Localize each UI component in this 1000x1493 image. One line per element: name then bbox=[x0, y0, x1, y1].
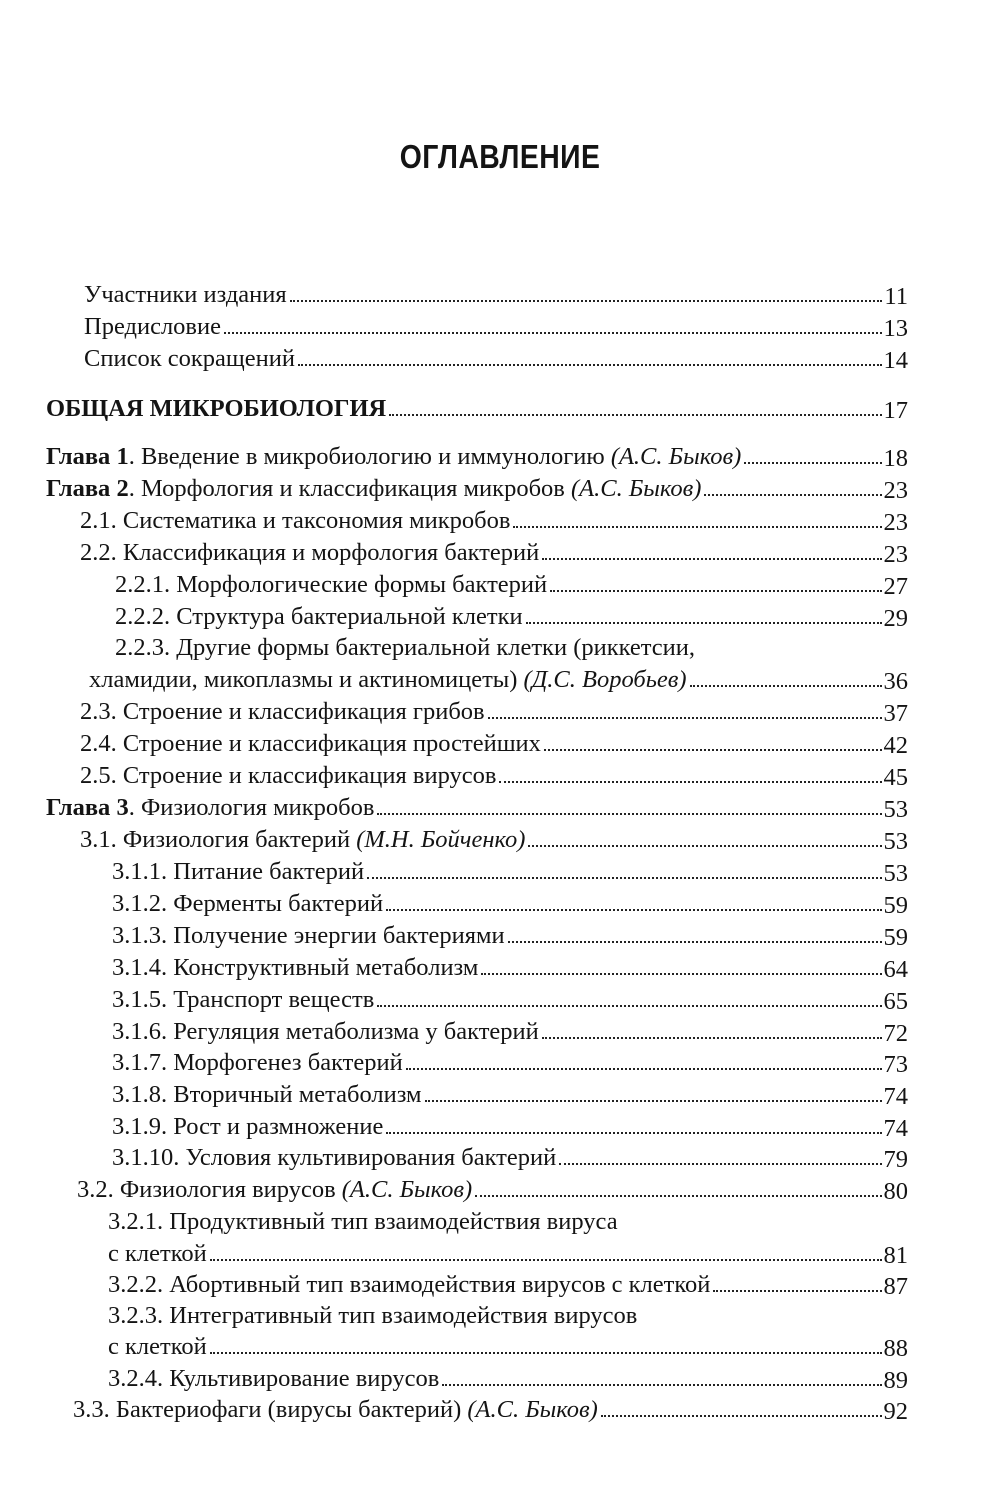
toc-subsection-entry bbox=[112, 1047, 908, 1079]
chapter-title: . Морфология и классификация микробов bbox=[128, 474, 565, 502]
toc-entry-label: 2.1. Систематика и таксономия микробов bbox=[80, 506, 511, 534]
toc-entry-label: с клеткой bbox=[108, 1332, 207, 1360]
toc-entry-label: 3.1.7. Морфогенез бактерий bbox=[112, 1048, 403, 1076]
toc-page-number: 53 bbox=[883, 859, 908, 887]
chapter-title: . Введение в микробиологию и иммунологию bbox=[128, 442, 605, 470]
entry-text: хламидии, микоплазмы и актиномицеты) bbox=[89, 665, 518, 693]
toc-section-entry bbox=[80, 505, 908, 537]
toc-leader bbox=[713, 1290, 881, 1292]
toc-subsection-entry bbox=[115, 601, 908, 633]
toc-leader bbox=[744, 462, 881, 464]
toc-entry bbox=[84, 343, 908, 375]
entry-text: 3.1. Физиология бактерий bbox=[80, 825, 351, 853]
toc-chapter-label bbox=[46, 793, 375, 825]
toc-page-number: 74 bbox=[883, 1082, 908, 1110]
toc-entry-label: 3.1.5. Транспорт веществ bbox=[112, 985, 375, 1013]
toc-entry-label: 3.1.9. Рост и размножение bbox=[112, 1112, 384, 1140]
toc-page-number: 23 bbox=[883, 476, 908, 504]
chapter-author: (А.С. Быков) bbox=[610, 442, 742, 470]
toc-entry-label: 2.2. Классификация и морфология бактерий bbox=[80, 538, 540, 566]
toc-leader bbox=[442, 1384, 881, 1386]
toc-entry-label: с клеткой bbox=[108, 1239, 207, 1267]
chapter-number: 2 bbox=[116, 474, 129, 502]
toc-page-number: 79 bbox=[883, 1145, 908, 1173]
toc-leader bbox=[290, 300, 883, 302]
toc-leader bbox=[210, 1259, 882, 1261]
toc-leader bbox=[542, 1037, 882, 1039]
toc-subsection-entry bbox=[115, 569, 908, 601]
toc-page-number: 72 bbox=[883, 1019, 908, 1047]
toc-leader bbox=[513, 526, 881, 528]
toc-leader bbox=[377, 1005, 881, 1007]
toc-leader bbox=[210, 1352, 882, 1354]
toc-page-number: 27 bbox=[883, 572, 908, 600]
toc-leader bbox=[499, 781, 881, 783]
toc-subsection-entry bbox=[112, 888, 908, 920]
toc-leader bbox=[481, 973, 881, 975]
toc-entry-label: 3.1.4. Конструктивный метаболизм bbox=[112, 953, 479, 981]
toc-leader bbox=[389, 414, 881, 416]
toc-entry-label: 2.2.3. Другие формы бактериальной клетки (риккетсии, bbox=[115, 633, 696, 661]
toc-entry-label: 2.2.2. Структура бактериальной клетки bbox=[115, 602, 523, 630]
entry-author: (М.Н. Бойченко) bbox=[356, 825, 526, 853]
toc-entry-label: 3.1.1. Питание бактерий bbox=[112, 857, 365, 885]
toc-entry-label: 2.3. Строение и классификация грибов bbox=[80, 697, 485, 725]
toc-page-number: 92 bbox=[883, 1397, 908, 1425]
chapter-number: 3 bbox=[116, 793, 129, 821]
toc-entry-label bbox=[77, 1175, 473, 1207]
toc-entry-label: Участники издания bbox=[84, 280, 287, 308]
toc-entry-label: 3.2.3. Интегративный тип взаимодействия вирусов bbox=[108, 1301, 638, 1329]
toc-entry-label: Список сокращений bbox=[84, 344, 295, 372]
toc-subsection-entry-line1 bbox=[108, 1206, 908, 1238]
toc-subsection-entry-line2 bbox=[108, 1238, 908, 1270]
toc-page-number: 88 bbox=[883, 1334, 908, 1362]
toc-section-entry bbox=[80, 824, 908, 856]
toc-leader bbox=[488, 717, 882, 719]
toc-leader bbox=[475, 1195, 881, 1197]
toc-leader bbox=[298, 364, 882, 366]
toc-entry-label bbox=[73, 1395, 598, 1427]
chapter-prefix: Глава bbox=[46, 793, 111, 821]
toc-leader bbox=[425, 1100, 882, 1102]
toc-section-entry bbox=[77, 1174, 908, 1206]
toc-entry-label: Предисловие bbox=[84, 312, 221, 340]
toc-page-number: 81 bbox=[883, 1241, 908, 1269]
chapter-number: 1 bbox=[116, 442, 129, 470]
toc-chapter-label bbox=[46, 474, 702, 506]
toc-section-entry bbox=[80, 696, 908, 728]
toc-page-number: 29 bbox=[883, 604, 908, 632]
toc-entry bbox=[84, 311, 908, 343]
toc-page-number: 65 bbox=[883, 987, 908, 1015]
toc-leader bbox=[224, 332, 882, 334]
toc-leader bbox=[386, 1132, 881, 1134]
toc-page-number: 37 bbox=[883, 699, 908, 727]
toc-page-number: 59 bbox=[883, 923, 908, 951]
toc-page-number: 23 bbox=[883, 540, 908, 568]
chapter-prefix: Глава bbox=[46, 442, 111, 470]
toc-entry-label: 3.1.2. Ферменты бактерий bbox=[112, 889, 384, 917]
chapter-author: (А.С. Быков) bbox=[570, 474, 702, 502]
part-title: ОБЩАЯ МИКРОБИОЛОГИЯ bbox=[46, 394, 387, 422]
toc-subsection-entry bbox=[112, 856, 908, 888]
toc-page-number: 73 bbox=[883, 1050, 908, 1078]
toc-page-number: 59 bbox=[883, 891, 908, 919]
toc-subsection-entry bbox=[108, 1363, 908, 1395]
toc-page-number: 64 bbox=[883, 955, 908, 983]
toc-subsection-entry bbox=[108, 1269, 908, 1301]
toc-entry-label: 3.1.8. Вторичный метаболизм bbox=[112, 1080, 422, 1108]
toc-entry-label: 3.1.6. Регуляция метаболизма у бактерий bbox=[112, 1017, 539, 1045]
toc-page-number: 80 bbox=[883, 1177, 908, 1205]
toc-page-number: 18 bbox=[883, 444, 908, 472]
toc-entry-label: 3.2.2. Абортивный тип взаимодействия вирусов с клеткой bbox=[108, 1270, 711, 1298]
toc-page-number: 17 bbox=[883, 396, 908, 424]
toc-section-entry bbox=[80, 760, 908, 792]
toc-subsection-entry bbox=[112, 984, 908, 1016]
toc-section-entry bbox=[73, 1394, 908, 1426]
entry-author: (А.С. Быков) bbox=[341, 1175, 473, 1203]
toc-chapter-entry bbox=[46, 441, 908, 473]
toc-chapter-entry bbox=[46, 473, 908, 505]
entry-author: (А.С. Быков) bbox=[467, 1395, 598, 1423]
toc-leader bbox=[601, 1415, 882, 1417]
toc-subsection-entry bbox=[112, 1111, 908, 1143]
toc-entry-label: 3.1.3. Получение энергии бактериями bbox=[112, 921, 505, 949]
toc-leader bbox=[386, 909, 881, 911]
toc-entry-label bbox=[80, 825, 526, 857]
toc-leader bbox=[544, 749, 882, 751]
chapter-title: . Физиология микробов bbox=[128, 793, 375, 821]
toc-subsection-entry-line2 bbox=[89, 664, 908, 696]
entry-author: (Д.С. Воробьев) bbox=[523, 665, 687, 693]
toc-entry-label: 3.2.1. Продуктивный тип взаимодействия вируса bbox=[108, 1207, 618, 1235]
toc-part-entry bbox=[46, 393, 908, 425]
toc-subsection-entry bbox=[112, 1016, 908, 1048]
toc-page-number: 11 bbox=[884, 282, 908, 310]
toc-subsection-entry bbox=[112, 1142, 908, 1174]
toc-page-number: 53 bbox=[883, 795, 908, 823]
toc-leader bbox=[550, 590, 881, 592]
toc-subsection-entry bbox=[112, 952, 908, 984]
toc-page-number: 89 bbox=[883, 1366, 908, 1394]
toc-leader bbox=[542, 558, 881, 560]
toc-subsection-entry bbox=[112, 1079, 908, 1111]
toc-leader bbox=[528, 845, 881, 847]
entry-text: 3.2. Физиология вирусов bbox=[77, 1175, 336, 1203]
toc-page-number: 45 bbox=[883, 763, 908, 791]
toc-part-label bbox=[46, 394, 387, 426]
toc-page-number: 87 bbox=[883, 1272, 908, 1300]
toc-section-entry bbox=[80, 537, 908, 569]
toc-page-number: 53 bbox=[883, 827, 908, 855]
toc-entry-label bbox=[89, 665, 687, 697]
toc-page-number: 74 bbox=[883, 1114, 908, 1142]
toc-entry-label: 3.2.4. Культивирование вирусов bbox=[108, 1364, 440, 1392]
toc-leader bbox=[704, 494, 881, 496]
page-title: ОГЛАВЛЕНИЕ bbox=[399, 138, 601, 175]
toc-leader bbox=[367, 877, 881, 879]
toc-subsection-entry-line1 bbox=[108, 1300, 908, 1332]
toc-leader bbox=[377, 813, 881, 815]
toc-page-number: 23 bbox=[883, 508, 908, 536]
entry-text: 3.3. Бактериофаги (вирусы бактерий) bbox=[73, 1395, 462, 1423]
toc-leader bbox=[526, 622, 882, 624]
toc-chapter-label bbox=[46, 442, 742, 474]
toc-entry-label: 2.2.1. Морфологические формы бактерий bbox=[115, 570, 548, 598]
toc-subsection-entry-line1 bbox=[115, 632, 908, 664]
toc-entry bbox=[84, 279, 908, 311]
toc-page-number: 14 bbox=[883, 346, 908, 374]
toc-entry-label: 3.1.10. Условия культивирования бактерий bbox=[112, 1143, 557, 1171]
toc-chapter-entry bbox=[46, 792, 908, 824]
toc-section-entry bbox=[80, 728, 908, 760]
toc-page-number: 42 bbox=[883, 731, 908, 759]
chapter-prefix: Глава bbox=[46, 474, 111, 502]
toc-subsection-entry-line2 bbox=[108, 1331, 908, 1363]
toc-leader bbox=[508, 941, 882, 943]
toc-leader bbox=[559, 1163, 881, 1165]
toc-leader bbox=[690, 685, 882, 687]
toc-page-number: 36 bbox=[883, 667, 908, 695]
toc-leader bbox=[406, 1068, 882, 1070]
toc-subsection-entry bbox=[112, 920, 908, 952]
toc-page-number: 13 bbox=[883, 314, 908, 342]
toc-entry-label: 2.4. Строение и классификация простейших bbox=[80, 729, 541, 757]
toc-entry-label: 2.5. Строение и классификация вирусов bbox=[80, 761, 497, 789]
